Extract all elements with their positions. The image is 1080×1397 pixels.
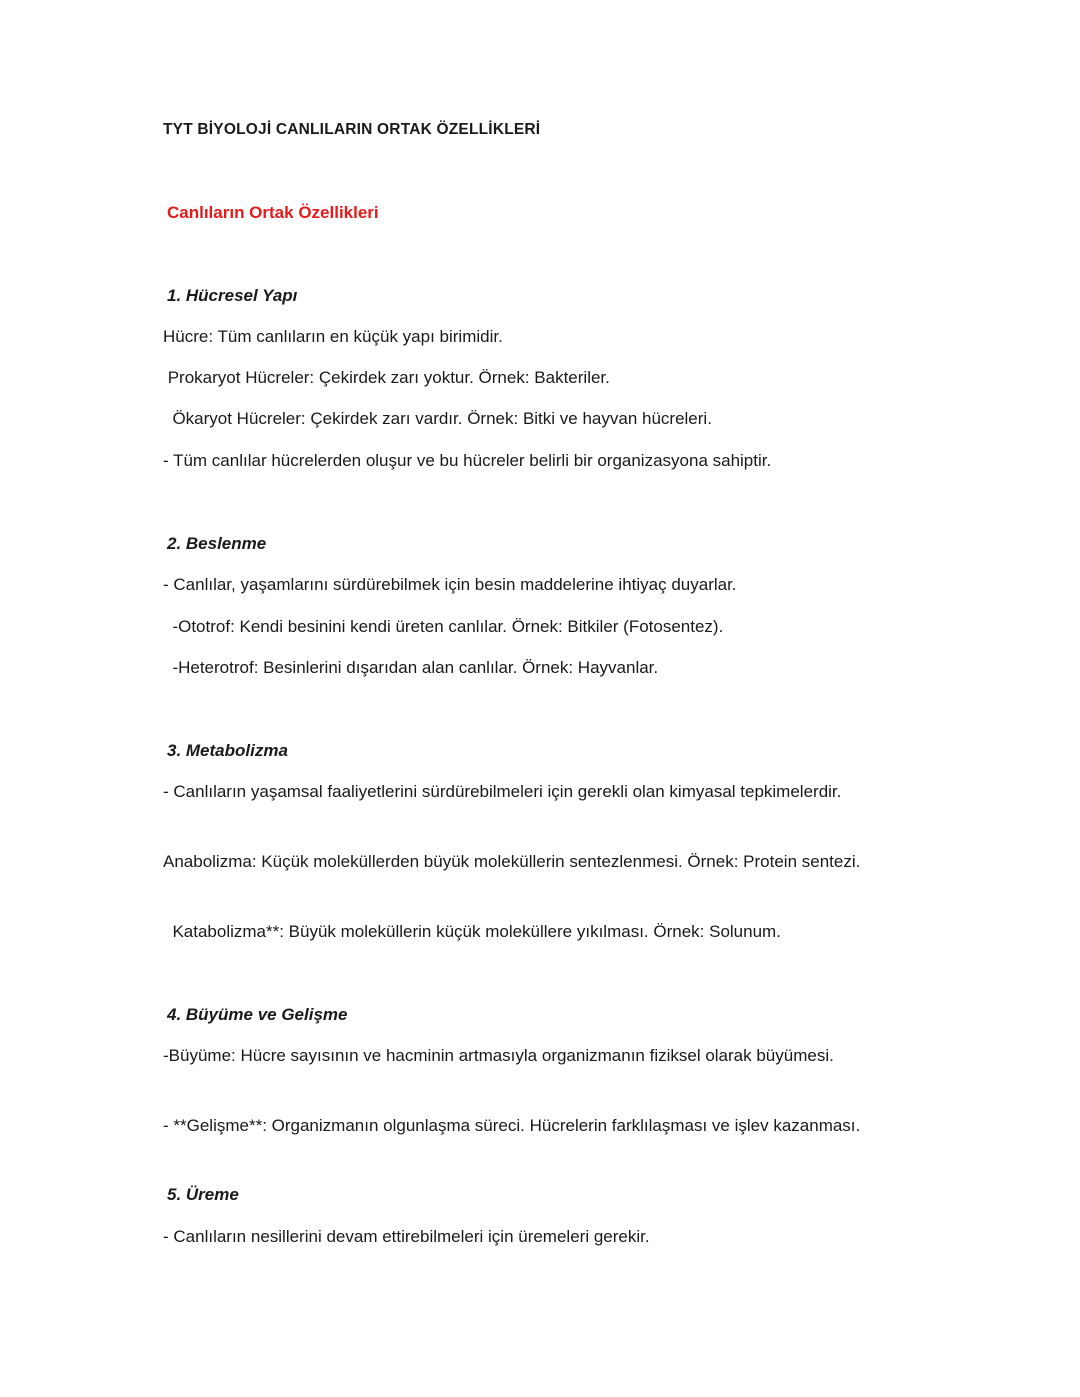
heading-ureme: 5. Üreme [167, 1185, 239, 1204]
paragraph-line: -Heterotrof: Besinlerini dışarıdan alan canlılar. Örnek: Hayvanlar. [163, 658, 659, 677]
paragraph-line: Ökaryot Hücreler: Çekirdek zarı vardır. Örnek: Bitki ve hayvan hücreleri. [163, 409, 712, 428]
heading-metabolizma: 3. Metabolizma [167, 741, 288, 760]
paragraph-line: - Canlıların nesillerini devam ettirebilmeleri için üremeleri gerekir. [163, 1227, 650, 1246]
paragraph-line: - Canlıların yaşamsal faaliyetlerini sürdürebilmeleri için gerekli olan kimyasal tepkimelerdir. [163, 782, 842, 801]
heading-hucresel-yapi: 1. Hücresel Yapı [167, 286, 298, 305]
paragraph-line: Katabolizma**: Büyük moleküllerin küçük moleküllere yıkılması. Örnek: Solunum. [163, 922, 781, 941]
paragraph-line: - Canlılar, yaşamlarını sürdürebilmek için besin maddelerine ihtiyaç duyarlar. [163, 575, 737, 594]
paragraph-line: Anabolizma: Küçük moleküllerden büyük moleküllerin sentezlenmesi. Örnek: Protein sentezi. [163, 852, 861, 871]
paragraph-line: Prokaryot Hücreler: Çekirdek zarı yoktur. Örnek: Bakteriler. [163, 368, 610, 387]
paragraph-line: -Büyüme: Hücre sayısının ve hacminin artmasıyla organizmanın fiziksel olarak büyümesi. [163, 1046, 834, 1065]
paragraph-line: - Tüm canlılar hücrelerden oluşur ve bu hücreler belirli bir organizasyona sahiptir. [163, 451, 772, 470]
section-heading: Canlıların Ortak Özellikleri [167, 203, 379, 222]
paragraph-line: - **Gelişme**: Organizmanın olgunlaşma süreci. Hücrelerin farklılaşması ve işlev kazanması. [163, 1116, 861, 1135]
paragraph-line: -Ototrof: Kendi besinini kendi üreten canlılar. Örnek: Bitkiler (Fotosentez). [163, 617, 724, 636]
heading-buyume-gelisme: 4. Büyüme ve Gelişme [167, 1005, 348, 1024]
paragraph-line: Hücre: Tüm canlıların en küçük yapı birimidir. [163, 327, 503, 346]
document-title: TYT BİYOLOJİ CANLILARIN ORTAK ÖZELLİKLERİ [163, 121, 541, 138]
heading-beslenme: 2. Beslenme [167, 534, 267, 553]
